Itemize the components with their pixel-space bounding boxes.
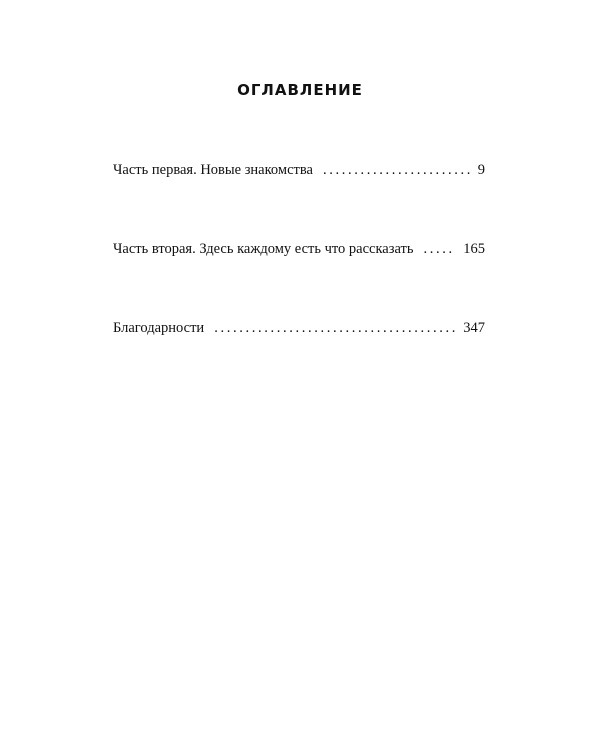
toc-entry-page-number: 347 (463, 320, 485, 336)
toc-entry-page-number: 165 (463, 241, 485, 257)
toc-entry-page-number: 9 (477, 162, 485, 178)
toc-entry (113, 318, 485, 338)
toc-entry-label: Часть вторая. Здесь каждому есть что рассказать (113, 241, 414, 257)
toc-entry (113, 239, 485, 259)
toc-leader-dots (423, 239, 455, 259)
page-title: ОГЛАВЛЕНИЕ (237, 81, 363, 99)
toc-leader-dots (214, 318, 455, 338)
toc-entry (113, 160, 485, 180)
toc-leader-dots (323, 160, 470, 180)
toc-entry-label: Благодарности (113, 320, 205, 336)
toc-entry-label: Часть первая. Новые знакомства (113, 162, 313, 178)
